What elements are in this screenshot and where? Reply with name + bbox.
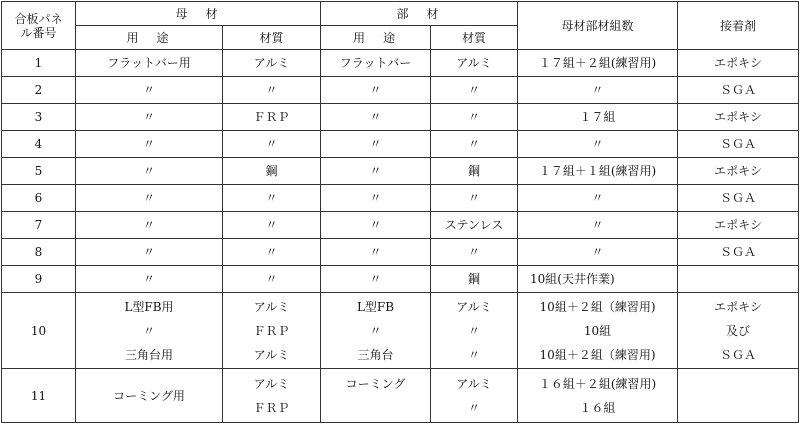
count-line: １６組 bbox=[579, 400, 616, 415]
count-cell: 〃 bbox=[518, 212, 678, 239]
count-line: 10組 bbox=[583, 323, 612, 338]
base-material-cell: 〃 bbox=[223, 266, 321, 293]
base-material-cell: 〃 bbox=[223, 212, 321, 239]
member-material-line: アルミ bbox=[456, 299, 492, 314]
base-use-cell: 〃 bbox=[76, 104, 223, 131]
count-cell: 〃 bbox=[518, 239, 678, 266]
count-cell: １７組 bbox=[518, 104, 678, 131]
base-material-cell: 〃 bbox=[223, 185, 321, 212]
panel-no-cell: 10 bbox=[2, 293, 76, 369]
base-use-line: 三角台用 bbox=[124, 347, 173, 362]
base-material-line: ＦＲＰ bbox=[253, 323, 290, 338]
panel-spec-table bbox=[1, 1, 799, 423]
member-material-cell: 〃 bbox=[431, 104, 518, 131]
adhesive-cell: エポキシ bbox=[678, 212, 799, 239]
base-use-cell: フラットバー用 bbox=[76, 50, 223, 77]
panel-no-cell: 5 bbox=[2, 158, 76, 185]
base-material-line: ＦＲＰ bbox=[253, 400, 290, 415]
member-use-cell: 〃 bbox=[321, 212, 431, 239]
member-use-cell: 〃 bbox=[321, 185, 431, 212]
base-material-cell: 〃 bbox=[223, 131, 321, 158]
adhesive-cell: エポキシ bbox=[678, 104, 799, 131]
table-row bbox=[2, 239, 799, 266]
member-material-line: 〃 bbox=[468, 400, 481, 415]
table-row bbox=[2, 50, 799, 77]
table-row-11 bbox=[2, 369, 799, 423]
table-row bbox=[2, 104, 799, 131]
member-material-cell: 〃 bbox=[431, 77, 518, 104]
base-material-cell: 〃 bbox=[223, 77, 321, 104]
header-base: 母 材 bbox=[76, 2, 321, 26]
member-material-cell: ステンレス bbox=[431, 212, 518, 239]
header-base-use: 用 途 bbox=[76, 26, 223, 50]
member-use-cell: 〃 bbox=[321, 266, 431, 293]
base-material-cell bbox=[223, 369, 321, 423]
base-use-cell: 〃 bbox=[76, 239, 223, 266]
member-use-cell: 〃 bbox=[321, 158, 431, 185]
count-line: 10組＋２組（練習用) bbox=[539, 299, 656, 314]
member-material-cell: アルミ bbox=[431, 50, 518, 77]
header-adhesive: 接着剤 bbox=[678, 2, 799, 50]
count-cell: 〃 bbox=[518, 77, 678, 104]
adhesive-cell: エポキシ bbox=[678, 158, 799, 185]
count-cell: １７組＋１組(練習用) bbox=[518, 158, 678, 185]
header-panel-no bbox=[2, 2, 76, 50]
base-use-cell: 〃 bbox=[76, 212, 223, 239]
adhesive-line: 及び bbox=[726, 323, 751, 338]
base-material-line: アルミ bbox=[253, 299, 290, 314]
table-row bbox=[2, 131, 799, 158]
count-cell bbox=[518, 293, 678, 369]
member-use-line: 〃 bbox=[369, 323, 382, 338]
base-material-cell: 鋼 bbox=[223, 158, 321, 185]
member-material-line: 〃 bbox=[468, 347, 481, 362]
adhesive-line: ＳＧＡ bbox=[720, 347, 757, 362]
member-use-cell: 〃 bbox=[321, 77, 431, 104]
header-panel-no-line2: ル番号 bbox=[20, 25, 57, 40]
member-use-cell: 〃 bbox=[321, 131, 431, 158]
adhesive-line: エポキシ bbox=[714, 299, 762, 314]
member-material-cell: 〃 bbox=[431, 239, 518, 266]
member-use-line: コーミング bbox=[345, 376, 406, 391]
table-row bbox=[2, 212, 799, 239]
panel-no-cell: 11 bbox=[2, 369, 76, 423]
member-material-line: アルミ bbox=[456, 376, 492, 391]
adhesive-cell: ＳＧＡ bbox=[678, 131, 799, 158]
member-material-line: 〃 bbox=[468, 323, 481, 338]
base-material-line: アルミ bbox=[253, 376, 290, 391]
panel-no-cell: 1 bbox=[2, 50, 76, 77]
table-row bbox=[2, 185, 799, 212]
member-material-cell bbox=[431, 293, 518, 369]
adhesive-cell: ＳＧＡ bbox=[678, 77, 799, 104]
member-material-cell: 鋼 bbox=[431, 158, 518, 185]
base-material-cell: ＦＲＰ bbox=[223, 104, 321, 131]
member-material-cell: 〃 bbox=[431, 185, 518, 212]
base-use-line: 〃 bbox=[142, 323, 155, 338]
count-cell: １７組＋２組(練習用) bbox=[518, 50, 678, 77]
count-cell: 〃 bbox=[518, 185, 678, 212]
panel-no-cell: 4 bbox=[2, 131, 76, 158]
count-line: 10組＋２組（練習用) bbox=[539, 347, 656, 362]
member-use-cell: 〃 bbox=[321, 104, 431, 131]
base-material-cell: 〃 bbox=[223, 239, 321, 266]
panel-no-cell: 6 bbox=[2, 185, 76, 212]
base-use-cell: 〃 bbox=[76, 185, 223, 212]
base-use-cell bbox=[76, 293, 223, 369]
table-row-10 bbox=[2, 293, 799, 369]
adhesive-cell: エポキシ bbox=[678, 50, 799, 77]
base-use-cell: 〃 bbox=[76, 266, 223, 293]
adhesive-cell: ＳＧＡ bbox=[678, 239, 799, 266]
member-use-cell bbox=[321, 293, 431, 369]
panel-no-cell: 9 bbox=[2, 266, 76, 293]
base-material-cell: アルミ bbox=[223, 50, 321, 77]
adhesive-cell bbox=[678, 293, 799, 369]
header-member: 部 材 bbox=[321, 2, 518, 26]
panel-no-cell: 8 bbox=[2, 239, 76, 266]
base-use-cell: 〃 bbox=[76, 131, 223, 158]
header-panel-no-line1: 合板パネ bbox=[14, 11, 63, 26]
member-use-cell: 〃 bbox=[321, 239, 431, 266]
count-cell: 10組(天井作業) bbox=[518, 266, 678, 293]
panel-no-cell: 2 bbox=[2, 77, 76, 104]
base-material-line: アルミ bbox=[253, 347, 290, 362]
panel-no-cell: 3 bbox=[2, 104, 76, 131]
member-material-cell: 〃 bbox=[431, 131, 518, 158]
count-cell: 〃 bbox=[518, 131, 678, 158]
member-use-cell bbox=[321, 369, 431, 423]
member-use-line bbox=[321, 396, 430, 420]
header-member-use: 用 途 bbox=[321, 26, 431, 50]
base-use-line: L型FB用 bbox=[124, 299, 174, 314]
base-use-cell: 〃 bbox=[76, 158, 223, 185]
adhesive-cell bbox=[678, 369, 799, 423]
member-use-cell: フラットバー bbox=[321, 50, 431, 77]
adhesive-cell: ＳＧＡ bbox=[678, 185, 799, 212]
member-use-line: L型FB bbox=[356, 299, 395, 314]
member-use-line: 三角台 bbox=[357, 347, 394, 362]
member-material-cell bbox=[431, 369, 518, 423]
count-cell bbox=[518, 369, 678, 423]
header-count: 母材部材組数 bbox=[518, 2, 678, 50]
base-use-cell: コーミング用 bbox=[76, 369, 223, 423]
table-row bbox=[2, 158, 799, 185]
header-member-material: 材質 bbox=[431, 26, 518, 50]
base-use-cell: 〃 bbox=[76, 77, 223, 104]
table-row bbox=[2, 266, 799, 293]
header-base-material: 材質 bbox=[223, 26, 321, 50]
adhesive-cell bbox=[678, 266, 799, 293]
table-row bbox=[2, 77, 799, 104]
base-material-cell bbox=[223, 293, 321, 369]
count-line: １６組＋２組(練習用) bbox=[538, 376, 657, 391]
member-material-cell: 鋼 bbox=[431, 266, 518, 293]
panel-no-cell: 7 bbox=[2, 212, 76, 239]
